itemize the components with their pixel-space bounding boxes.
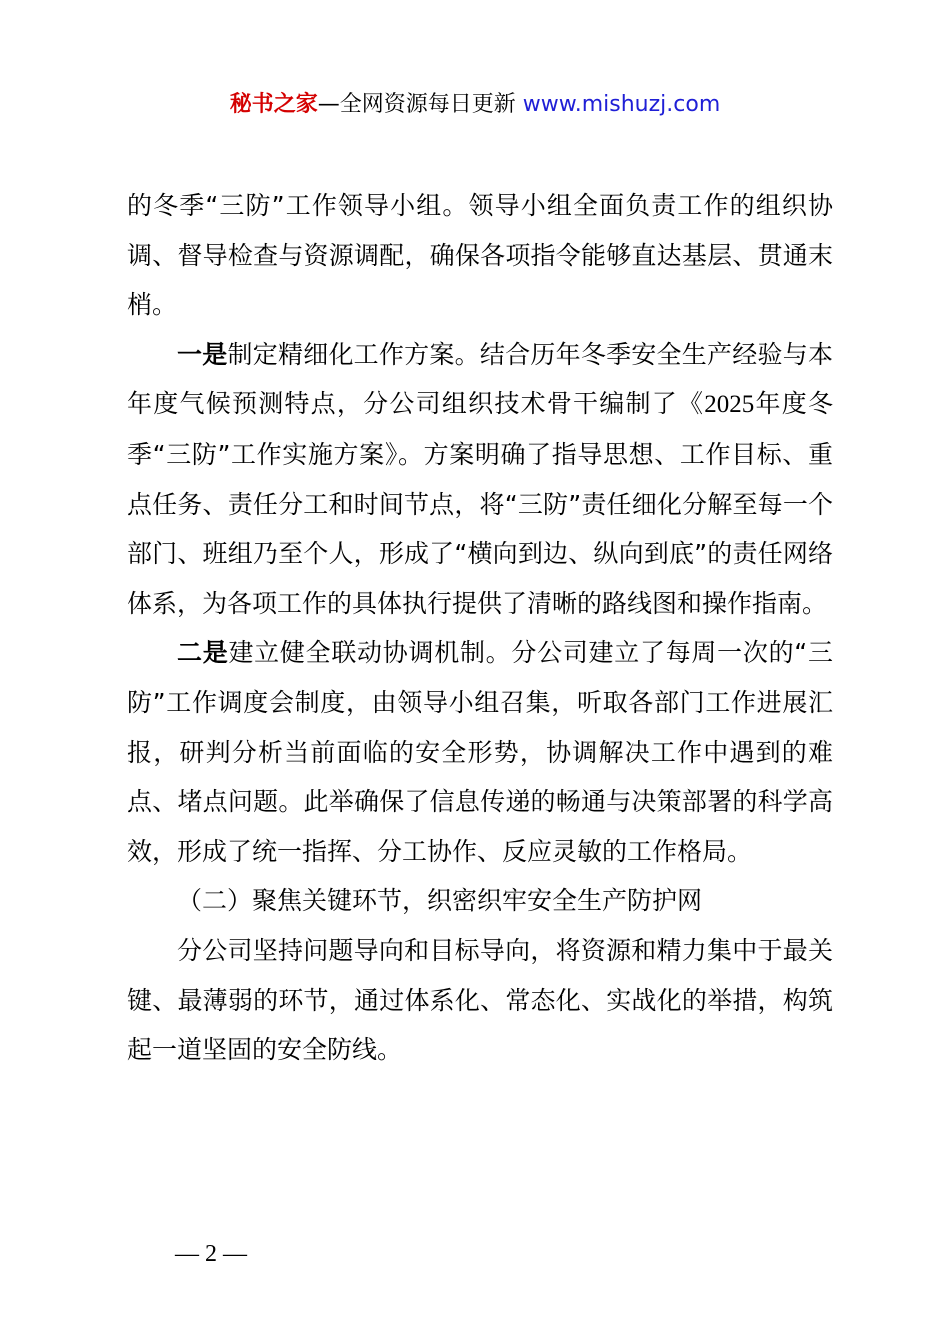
second-point-lead: 二是 [177,638,229,668]
second-point-text: 建立健全联动协调机制。分公司建立了每周一次的“三防”工作调度会制度，由领导小组召集，听取各部门工作进展汇报，研判分析当前面临的安全形势，协调解决工作中遇到的难点、堵点问题。此举确保了信息传递的畅通与决策部署的科学高效，形成了统一指挥、分工协作、反应灵敏的工作格局。 [127,638,833,866]
site-slogan: —全网资源每日更新 [317,92,516,117]
paragraph-section-intro: 分公司坚持问题导向和目标导向，将资源和精力集中于最关键、最薄弱的环节，通过体系化、常态化、实战化的举措，构筑起一道坚固的安全防线。 [127,935,833,1065]
site-brand: 秘书之家 [229,92,318,117]
paragraph-second-point [127,628,833,876]
document-body [127,181,833,1075]
site-header [0,88,950,122]
paragraph-continuation: 的冬季“三防”工作领导小组。领导小组全面负责工作的组织协调、督导检查与资源调配，确保各项指令能够直达基层、贯通末梢。 [127,191,833,320]
paragraph-first-point [127,330,833,629]
first-point-text-b: 年度冬季“三防”工作实施方案》。方案明确了指导思想、工作目标、重点任务、责任分工和时间节点，将“三防”责任细化分解至每一个部门、班组乃至个人，形成了“横向到边、纵向到底”的责任网络体系，为各项工作的具体执行提供了清晰的路线图和操作指南。 [127,389,833,618]
section-heading: （二）聚焦关键环节，织密织牢安全生产防护网 [177,886,703,916]
first-point-lead: 一是 [177,339,228,369]
first-point-text-a: 制定精细化工作方案。结合历年冬季安全生产经验与本年度气候预测特点，分公司组织技术骨干编制了《 [127,339,833,419]
page-number: — 2 — [175,1241,247,1267]
plan-year: 2025 [704,391,755,419]
site-url-link[interactable]: www.mishuzj.com [522,92,721,117]
